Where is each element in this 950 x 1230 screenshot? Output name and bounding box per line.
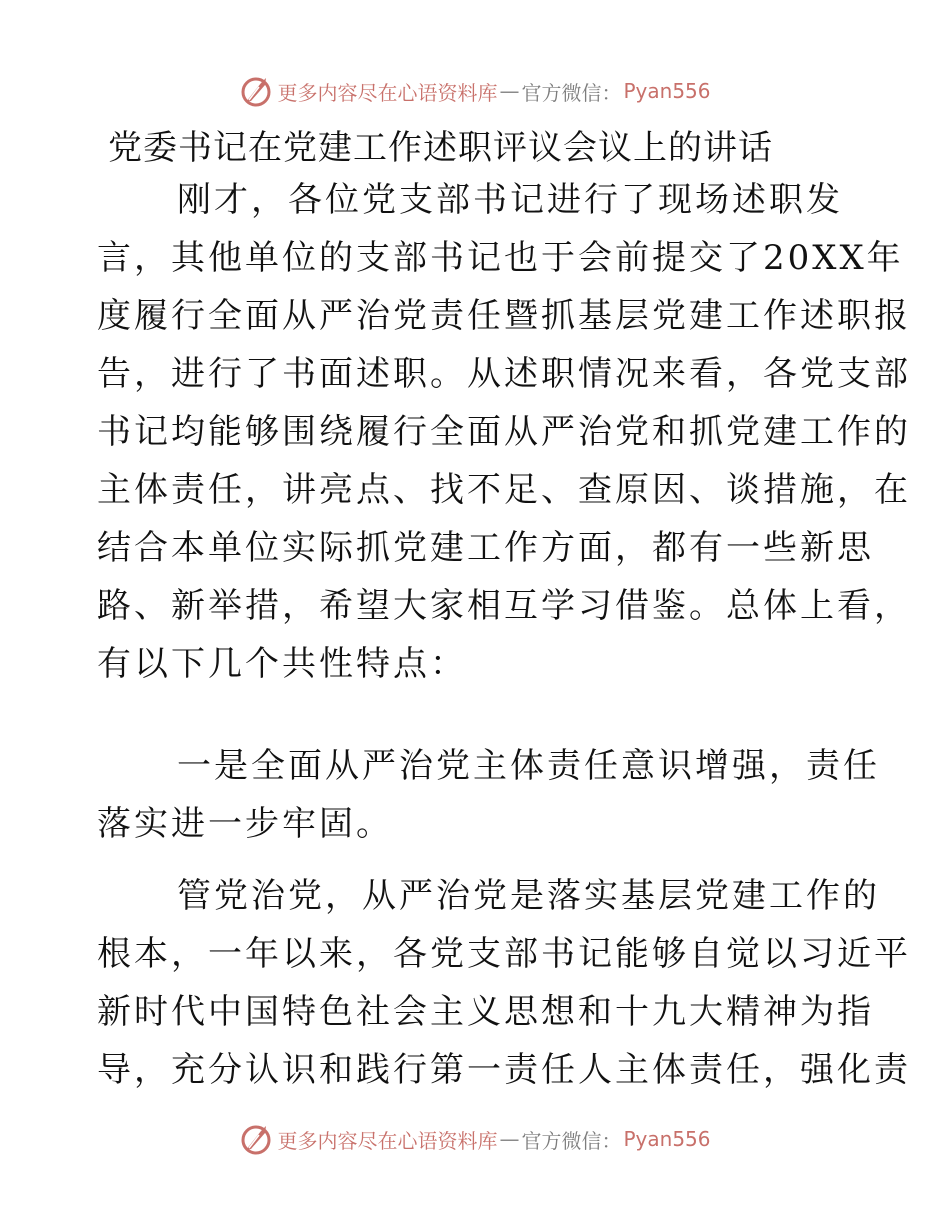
watermark-wechat-id: Pyan556 [623, 79, 711, 103]
text-line: 言，其他单位的支部书记也于会前提交了20XX年 [97, 238, 904, 278]
paragraph-1 [97, 171, 911, 693]
quill-pen-icon [239, 74, 273, 108]
footer-watermark [0, 1119, 950, 1159]
quill-pen-icon [239, 1122, 273, 1156]
watermark-text: 更多内容尽在心语资料库 [277, 1128, 498, 1153]
text-line: 根本，一年以来，各党支部书记能够自觉以习近平 [97, 934, 911, 974]
text-line: 结合本单位实际抓党建工作方面，都有一些新思 [97, 528, 874, 568]
header-watermark [0, 71, 950, 111]
watermark-separator: — [499, 79, 520, 103]
text-line: 管党治党，从严治党是落实基层党建工作的 [177, 876, 880, 916]
text-line: 新时代中国特色社会主义思想和十九大精神为指 [97, 992, 874, 1032]
watermark-wechat-label: 官方微信： [521, 1128, 622, 1153]
watermark-wechat-id: Pyan556 [623, 1127, 711, 1151]
text-line: 告，进行了书面述职。从述职情况来看，各党支部 [97, 354, 911, 394]
text-line: 刚才，各位党支部书记进行了现场述职发 [177, 180, 843, 220]
text-line: 一是全面从严治党主体责任意识增强，责任 [177, 746, 880, 786]
watermark-wechat-label: 官方微信： [521, 80, 622, 105]
watermark-separator: — [499, 1127, 520, 1151]
text-line: 落实进一步牢固。 [97, 804, 393, 844]
text-line: 路、新举措，希望大家相互学习借鉴。总体上看， [97, 586, 911, 626]
text-line: 导，充分认识和践行第一责任人主体责任，强化责 [97, 1050, 911, 1090]
text-line: 有以下几个共性特点： [97, 644, 467, 684]
paragraph-3 [97, 867, 911, 1099]
text-line: 主体责任，讲亮点、找不足、查原因、谈措施，在 [97, 470, 911, 510]
watermark-text: 更多内容尽在心语资料库 [277, 80, 498, 105]
text-line: 度履行全面从严治党责任暨抓基层党建工作述职报 [97, 296, 911, 336]
document-title: 党委书记在党建工作述职评议会议上的讲话 [108, 128, 773, 168]
text-line: 书记均能够围绕履行全面从严治党和抓党建工作的 [97, 412, 911, 452]
paragraph-2 [97, 737, 880, 853]
